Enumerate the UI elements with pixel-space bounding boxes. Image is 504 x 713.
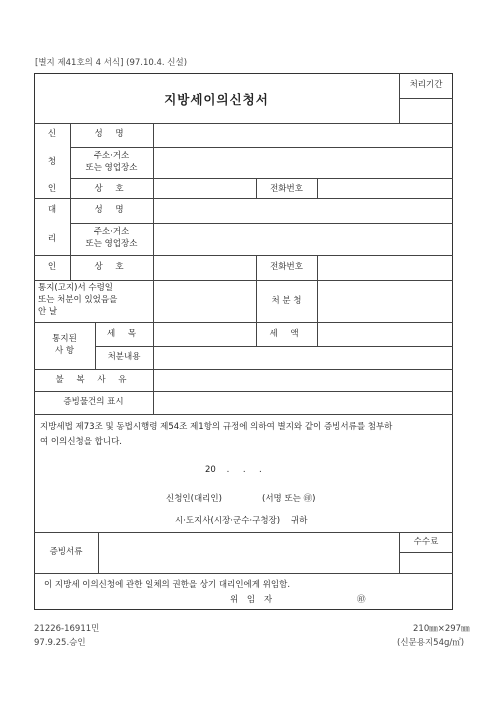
notice-items-label-1: 통지된 — [52, 334, 77, 344]
statement-line-2: 여 이의신청을 합니다. — [40, 437, 123, 447]
fee-label: 수수료 — [413, 537, 439, 547]
form-reference: [별지 제41호의 4 서식] (97.10.4. 신설) — [35, 58, 188, 68]
delegation-text: 이 지방세 이의신청에 관한 일체의 권한을 상기 대리인에게 위임함. — [44, 580, 291, 590]
disposition-content-field[interactable] — [154, 347, 452, 368]
agent-char-3: 인 — [47, 262, 57, 272]
applicant-phone-field[interactable] — [318, 179, 452, 197]
objection-reason-field[interactable] — [154, 370, 452, 390]
notice-received-line-3: 안 날 — [38, 307, 58, 317]
notice-items-label-2: 사 항 — [54, 346, 75, 356]
applicant-signature-sign: (서명 또는 ㊞) — [262, 494, 316, 504]
applicant-address-label-2: 또는 영업장소 — [85, 163, 138, 173]
objection-reason-label: 불 복 사 유 — [55, 375, 132, 385]
delegator-seal: ㊞ — [357, 595, 366, 605]
disposing-agency-field[interactable] — [318, 281, 452, 321]
evidence-display-label: 증빙물건의 표시 — [63, 397, 124, 407]
disposing-agency-label: 처 분 청 — [271, 296, 302, 306]
date-line: 20 . . . — [205, 465, 262, 475]
agent-char-2: 리 — [47, 234, 57, 244]
evidence-display-field[interactable] — [154, 392, 452, 413]
footer-paper-size: 210㎜×297㎜ — [413, 624, 470, 634]
agent-char-1: 대 — [47, 205, 57, 215]
delegator-label: 위 임 자 — [230, 595, 276, 605]
applicant-phone-label: 전화번호 — [270, 184, 303, 194]
notice-received-line-1: 통지(고지)서 수령일 — [38, 283, 114, 293]
agent-trade-name-label: 상 호 — [94, 262, 129, 272]
applicant-name-field[interactable] — [154, 124, 452, 146]
agent-address-label-1: 주소·거소 — [93, 227, 130, 237]
agent-phone-label: 전화번호 — [270, 262, 303, 272]
processing-period-label: 처리기간 — [409, 80, 443, 90]
processing-period-field[interactable] — [400, 99, 452, 122]
applicant-address-field[interactable] — [154, 148, 452, 177]
footer-paper-type: (신문용지54g/㎡) — [397, 638, 465, 648]
applicant-trade-name-label: 상 호 — [94, 184, 129, 194]
evidence-docs-field[interactable] — [99, 533, 398, 572]
agent-name-label: 성 명 — [94, 205, 129, 215]
applicant-char-3: 인 — [47, 184, 57, 194]
addressee-suffix: 귀하 — [291, 516, 308, 526]
tax-amount-label: 세 액 — [269, 329, 304, 339]
tax-item-label: 세 목 — [106, 329, 142, 339]
applicant-address-label-1: 주소·거소 — [93, 151, 130, 161]
agent-name-field[interactable] — [154, 199, 452, 222]
disposition-content-label: 처분내용 — [107, 352, 141, 362]
evidence-docs-label: 증빙서류 — [49, 547, 83, 557]
applicant-trade-name-field[interactable] — [154, 179, 255, 197]
notice-received-line-2: 또는 처분이 있었음을 — [38, 295, 118, 305]
footer-approval-date: 97.9.25.승인 — [34, 638, 86, 648]
statement-line-1: 지방세법 제73조 및 동법시행령 제54조 제1항의 규정에 의하여 별지와 같이 증빙서류를 첨부하 — [40, 422, 393, 432]
agent-phone-field[interactable] — [318, 256, 452, 279]
applicant-char-1: 신 — [47, 129, 57, 139]
fee-field[interactable] — [400, 553, 452, 572]
agent-address-field[interactable] — [154, 224, 452, 254]
applicant-name-label: 성 명 — [94, 129, 129, 139]
footer-form-number: 21226-16911민 — [34, 624, 100, 634]
form-title: 지방세이의신청서 — [164, 92, 269, 107]
agent-trade-name-field[interactable] — [154, 256, 255, 279]
addressee-label: 시·도지사(시장·군수·구청장) — [175, 516, 281, 526]
tax-item-field[interactable] — [154, 323, 255, 345]
agent-address-label-2: 또는 영업장소 — [85, 239, 138, 249]
applicant-char-2: 청 — [47, 157, 57, 167]
notice-received-date-field[interactable] — [154, 281, 255, 321]
tax-amount-field[interactable] — [318, 323, 452, 345]
applicant-signature-label: 신청인(대리인) — [166, 494, 222, 504]
